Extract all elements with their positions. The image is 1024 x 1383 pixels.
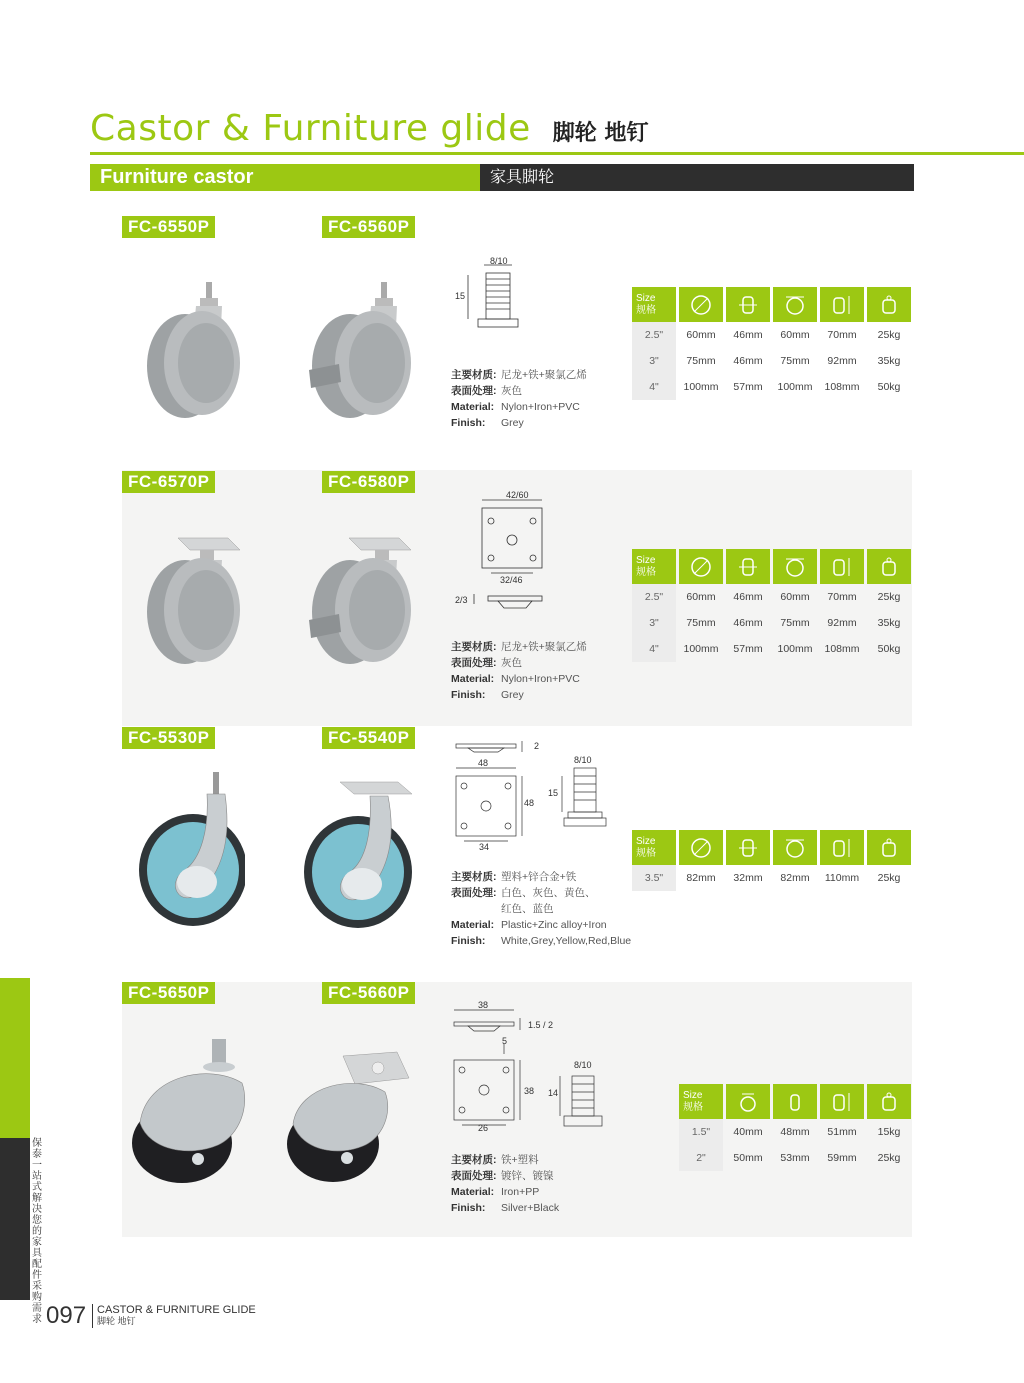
size-header: Size 规格 <box>632 287 676 322</box>
table-cell: 25kg <box>877 591 901 603</box>
table-cell: 70mm <box>827 329 857 341</box>
wheel-span-icon <box>773 549 817 584</box>
wheel-width-icon <box>773 1084 817 1119</box>
side-slogan: 保泰 一站式解决您的家具配件采购需求 <box>32 1138 42 1325</box>
page-footer <box>46 1304 256 1328</box>
dim-label: 14 <box>548 1088 559 1098</box>
table-cell: 75mm <box>780 617 810 629</box>
title-underline <box>90 152 1024 155</box>
product-code: FC-6570P <box>122 471 215 493</box>
spec-value: Grey <box>501 689 524 701</box>
table-cell: 3.5" <box>632 865 676 891</box>
product-code: FC-5660P <box>322 982 415 1004</box>
dim-label: 26 <box>478 1123 489 1133</box>
section-title-en: Furniture castor <box>90 164 480 191</box>
wheel-span-icon <box>773 287 817 322</box>
spec-value: 白色、灰色、黄色、 <box>501 887 596 899</box>
table-cell: 57mm <box>733 643 763 655</box>
spec-value: 铁+塑料 <box>501 1154 539 1166</box>
dim-label: 34 <box>479 842 490 852</box>
table-cell: 110mm <box>824 872 860 884</box>
product-code: FC-5540P <box>322 727 415 749</box>
spec-value: 灰色 <box>501 657 522 669</box>
table-cell: 108mm <box>824 381 860 393</box>
dim-label: 5 <box>502 1036 508 1046</box>
wheel-diameter-icon <box>679 830 723 865</box>
table-cell: 108mm <box>824 643 860 655</box>
table-cell: 92mm <box>827 617 857 629</box>
material-spec <box>451 869 631 949</box>
spec-value: 红色、蓝色 <box>501 903 554 915</box>
spec-key: Material: <box>451 673 495 685</box>
table-cell: 46mm <box>733 591 763 603</box>
dim-label: 32/46 <box>500 575 523 585</box>
size-header: Size 规格 <box>632 830 676 865</box>
table-cell: 2.5" <box>632 584 676 610</box>
spec-key: Material: <box>451 401 495 413</box>
table-cell: 82mm <box>780 872 810 884</box>
wheel-width-icon <box>726 549 770 584</box>
wheel-width-icon <box>726 830 770 865</box>
table-cell: 46mm <box>733 329 763 341</box>
table-cell: 53mm <box>780 1152 810 1164</box>
spec-value: Plastic+Zinc alloy+Iron <box>501 919 607 931</box>
spec-key: Finish: <box>451 417 486 429</box>
table-cell: 4" <box>632 636 676 662</box>
spec-key: 主要材质: <box>451 369 497 381</box>
dim-label: 42/60 <box>506 490 529 500</box>
table-cell: 2" <box>679 1145 723 1171</box>
dim-label: 48 <box>478 758 489 768</box>
load-weight-icon <box>867 287 911 322</box>
spec-value: 塑料+锌合金+铁 <box>501 871 577 883</box>
size-header: Size 规格 <box>632 549 676 584</box>
dim-label: 8/10 <box>574 1060 592 1070</box>
plate-dimension-drawing <box>450 488 550 618</box>
product-code: FC-5650P <box>122 982 215 1004</box>
table-cell: 25kg <box>877 1152 901 1164</box>
wheel-width-icon <box>726 287 770 322</box>
table-cell: 1.5" <box>679 1119 723 1145</box>
spec-value: 灰色 <box>501 385 522 397</box>
ball-castor-photo-stem <box>130 1035 255 1185</box>
spec-key: 表面处理: <box>451 385 497 397</box>
side-tab-green <box>0 978 30 1138</box>
dim-label: 15 <box>548 788 559 798</box>
table-cell: 46mm <box>733 355 763 367</box>
table-cell: 60mm <box>780 329 810 341</box>
dim-label: 8/10 <box>574 755 592 765</box>
size-table <box>632 549 911 662</box>
chrome-castor-photo-stem <box>135 770 245 930</box>
ball-dimension-drawing <box>448 998 608 1133</box>
material-spec <box>451 1152 559 1216</box>
table-cell: 51mm <box>827 1126 857 1138</box>
table-cell: 48mm <box>780 1126 810 1138</box>
spec-value: 尼龙+铁+聚氯乙烯 <box>501 641 587 653</box>
spec-key: 主要材质: <box>451 1154 497 1166</box>
table-cell: 75mm <box>780 355 810 367</box>
table-cell: 50mm <box>733 1152 763 1164</box>
size-table <box>632 287 911 400</box>
table-cell: 82mm <box>686 872 716 884</box>
footer-title <box>93 1305 256 1327</box>
table-cell: 92mm <box>827 355 857 367</box>
dim-label: 48 <box>524 798 535 808</box>
page-header <box>90 108 648 152</box>
table-cell: 50kg <box>877 381 901 393</box>
spec-key: Material: <box>451 919 495 931</box>
table-cell: 60mm <box>686 591 716 603</box>
table-cell: 25kg <box>877 872 901 884</box>
height-icon <box>820 1084 864 1119</box>
table-cell: 40mm <box>733 1126 763 1138</box>
spec-value: Grey <box>501 417 524 429</box>
table-cell: 35kg <box>877 617 901 629</box>
chrome-castor-photo-plate <box>300 770 415 930</box>
table-cell: 25kg <box>877 329 901 341</box>
load-weight-icon <box>867 830 911 865</box>
spec-key: 主要材质: <box>451 871 497 883</box>
spec-key: Finish: <box>451 1202 486 1214</box>
page-title-cn: 脚轮 地钉 <box>552 121 649 146</box>
spec-key: Finish: <box>451 935 486 947</box>
product-code: FC-6580P <box>322 471 415 493</box>
spec-key: Finish: <box>451 689 486 701</box>
table-cell: 2.5" <box>632 322 676 348</box>
height-icon <box>820 830 864 865</box>
table-cell: 15kg <box>877 1126 901 1138</box>
castor-photo-plate-brake <box>305 530 415 670</box>
table-cell: 75mm <box>686 355 716 367</box>
spec-key: 表面处理: <box>451 1170 497 1182</box>
dim-label: 15 <box>455 291 466 301</box>
table-cell: 3" <box>632 610 676 636</box>
section-title-cn: 家具脚轮 <box>480 164 914 191</box>
footer-title-en: CASTOR & FURNITURE GLIDE <box>97 1304 256 1316</box>
table-cell: 35kg <box>877 355 901 367</box>
spec-value: Silver+Black <box>501 1202 560 1214</box>
table-cell: 70mm <box>827 591 857 603</box>
table-cell: 59mm <box>827 1152 857 1164</box>
table-cell: 46mm <box>733 617 763 629</box>
chrome-dimension-drawing <box>450 738 620 853</box>
page-number: 097 <box>46 1304 93 1328</box>
product-code: FC-6560P <box>322 216 415 238</box>
spec-key: Material: <box>451 1186 495 1198</box>
spec-value: 镀锌、镀镍 <box>501 1170 554 1182</box>
table-cell: 60mm <box>780 591 810 603</box>
table-cell: 50kg <box>877 643 901 655</box>
table-cell: 4" <box>632 374 676 400</box>
section-bar <box>90 164 914 191</box>
spec-key <box>451 901 501 917</box>
dim-label: 1.5 / 2 <box>528 1020 554 1030</box>
spec-key: 主要材质: <box>451 641 497 653</box>
page-title-en: Castor & Furniture glide <box>90 108 531 149</box>
spec-value: Nylon+Iron+PVC <box>501 673 580 685</box>
castor-photo-stem-brake <box>305 278 415 428</box>
wheel-diameter-icon <box>726 1084 770 1119</box>
dim-label: 38 <box>524 1086 535 1096</box>
table-cell: 100mm <box>777 643 813 655</box>
castor-photo-stem <box>140 278 250 428</box>
table-cell: 57mm <box>733 381 763 393</box>
table-cell: 75mm <box>686 617 716 629</box>
wheel-diameter-icon <box>679 287 723 322</box>
dim-label: 2 <box>534 741 540 751</box>
table-cell: 100mm <box>683 643 719 655</box>
dim-label: 8/10 <box>490 256 508 266</box>
ball-castor-photo-plate <box>285 1048 415 1188</box>
spec-value: 尼龙+铁+聚氯乙烯 <box>501 369 587 381</box>
table-cell: 60mm <box>686 329 716 341</box>
side-tab-dark <box>0 1138 30 1300</box>
wheel-span-icon <box>773 830 817 865</box>
material-spec <box>451 367 587 431</box>
material-spec <box>451 639 587 703</box>
wheel-diameter-icon <box>679 549 723 584</box>
spec-key: 表面处理: <box>451 657 497 669</box>
load-weight-icon <box>867 549 911 584</box>
height-icon <box>820 287 864 322</box>
castor-photo-plate <box>140 530 250 670</box>
dim-label: 38 <box>478 1000 489 1010</box>
dim-label: 2/3 <box>455 595 468 605</box>
stem-dimension-drawing <box>450 255 540 335</box>
table-cell: 100mm <box>777 381 813 393</box>
spec-key: 表面处理: <box>451 887 497 899</box>
size-table <box>679 1084 911 1171</box>
table-cell: 32mm <box>733 872 763 884</box>
height-icon <box>820 549 864 584</box>
table-cell: 100mm <box>683 381 719 393</box>
spec-value: White,Grey,Yellow,Red,Blue <box>501 935 632 947</box>
product-code: FC-6550P <box>122 216 215 238</box>
spec-value: Iron+PP <box>501 1186 540 1198</box>
load-weight-icon <box>867 1084 911 1119</box>
size-table <box>632 830 911 891</box>
footer-title-cn: 脚轮 地钉 <box>97 1316 136 1326</box>
product-code: FC-5530P <box>122 727 215 749</box>
size-header: Size 规格 <box>679 1084 723 1119</box>
spec-value: Nylon+Iron+PVC <box>501 401 580 413</box>
table-cell: 3" <box>632 348 676 374</box>
